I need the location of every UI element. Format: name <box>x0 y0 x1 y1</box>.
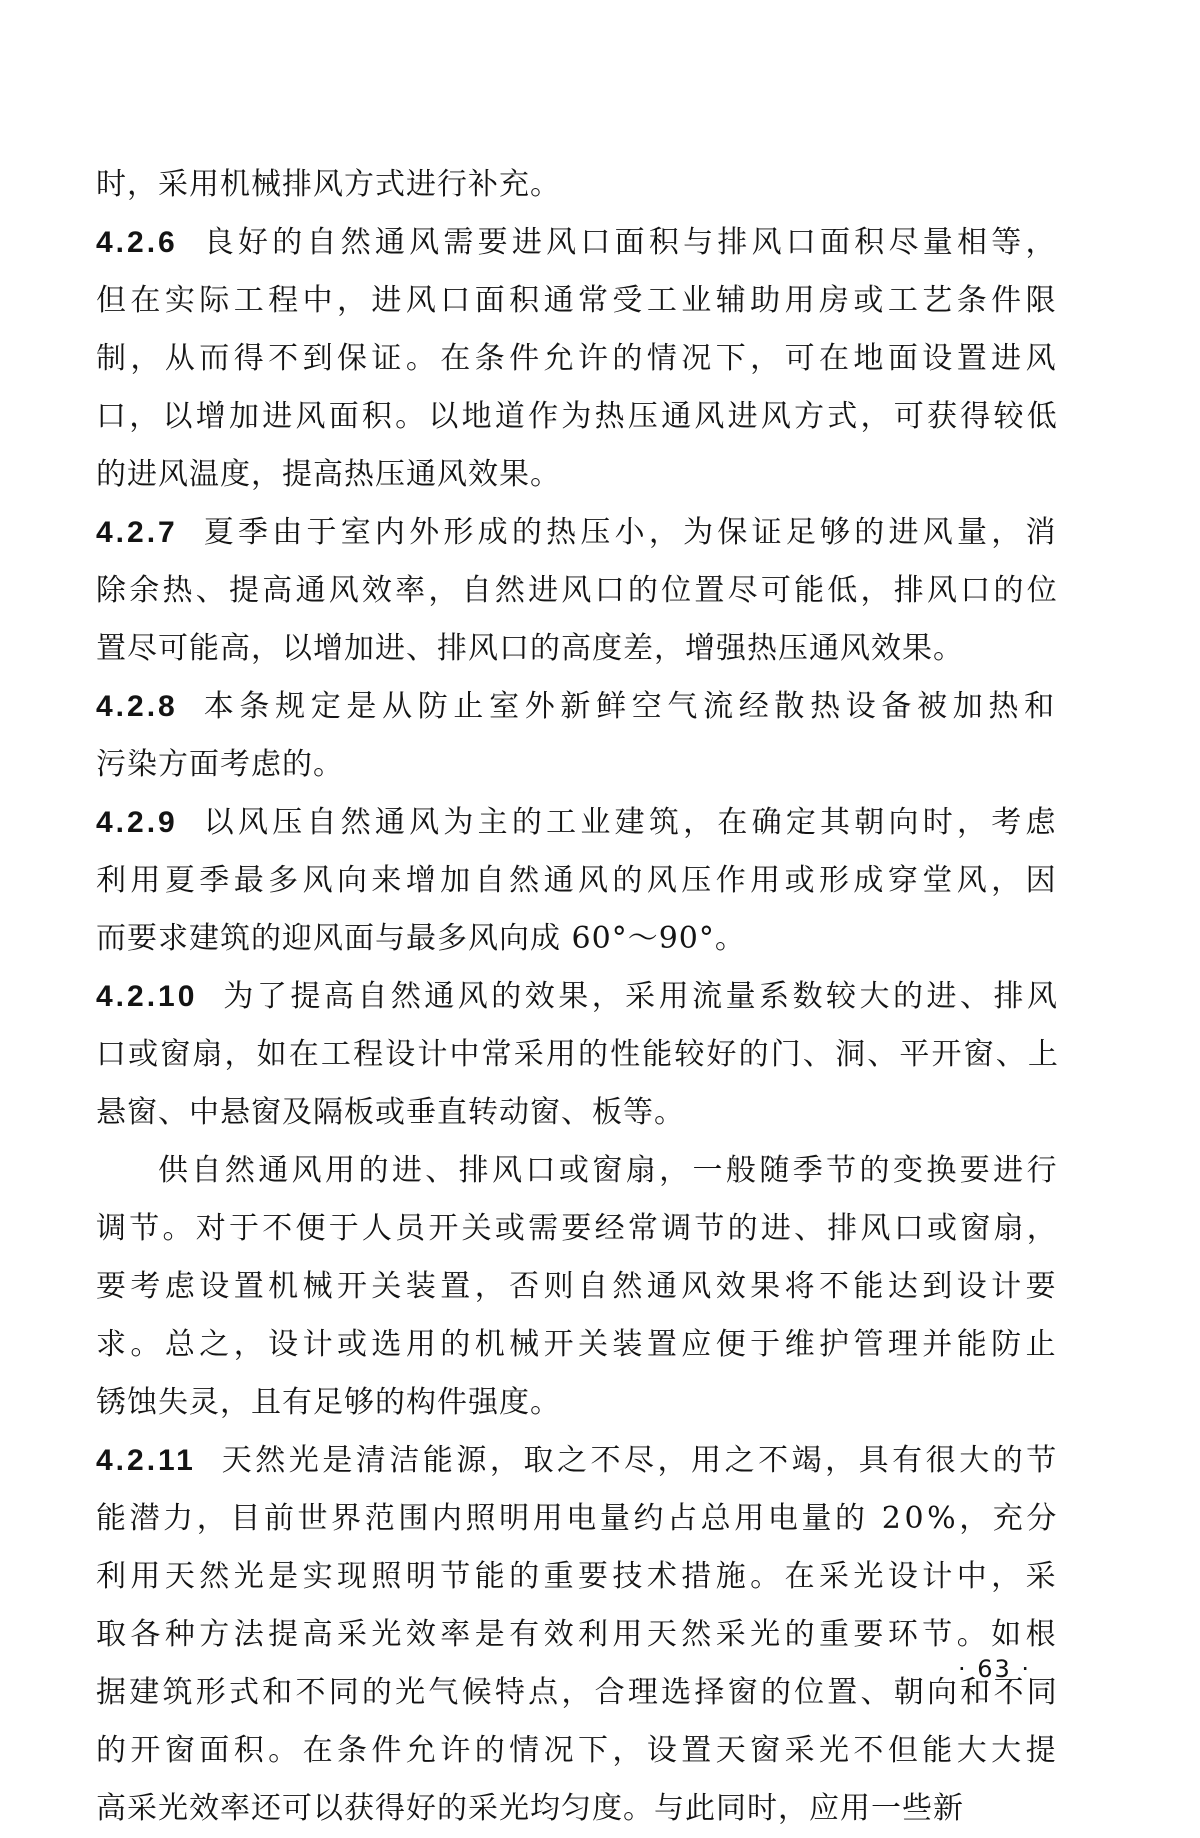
text-line <box>96 794 1060 852</box>
text-line <box>96 736 1060 794</box>
line-text: 本条规定是从防止室外新鲜空气流经散热设备被加热和 <box>203 689 1060 724</box>
line-text: 据建筑形式和不同的光气候特点，合理选择窗的位置、朝向和不同 <box>96 1675 1060 1710</box>
text-line <box>96 1548 1060 1606</box>
line-text: 为了提高自然通风的效果，采用流量系数较大的进、排风 <box>223 979 1061 1014</box>
line-text: 但在实际工程中，进风口面积通常受工业辅助用房或工艺条件限 <box>96 283 1060 318</box>
page-body <box>96 156 1060 1838</box>
text-line <box>96 852 1060 910</box>
line-text: 而要求建筑的迎风面与最多风向成 60°～90°。 <box>96 921 746 956</box>
line-text: 良好的自然通风需要进风口面积与排风口面积尽量相等， <box>203 225 1060 260</box>
line-text: 利用天然光是实现照明节能的重要技术措施。在采光设计中，采 <box>96 1559 1060 1594</box>
text-line <box>96 1780 1060 1838</box>
text-line <box>96 1084 1060 1142</box>
text-line <box>96 272 1060 330</box>
text-line <box>96 968 1060 1026</box>
line-text: 置尽可能高，以增加进、排风口的高度差，增强热压通风效果。 <box>96 631 964 666</box>
text-line <box>96 678 1060 736</box>
line-text: 以风压自然通风为主的工业建筑，在确定其朝向时，考虑 <box>203 805 1060 840</box>
text-line <box>96 1258 1060 1316</box>
section-number: 4.2.6 <box>96 226 178 259</box>
section-number: 4.2.11 <box>96 1444 196 1477</box>
line-text: 的开窗面积。在条件允许的情况下，设置天窗采光不但能大大提 <box>96 1733 1060 1768</box>
line-text: 锈蚀失灵，且有足够的构件强度。 <box>96 1385 561 1420</box>
text-line <box>96 1374 1060 1432</box>
text-line <box>96 1606 1060 1664</box>
text-line <box>96 1432 1060 1490</box>
section-number: 4.2.10 <box>96 980 198 1013</box>
line-text: 取各种方法提高采光效率是有效利用天然采光的重要环节。如根 <box>96 1617 1060 1652</box>
text-line <box>96 1026 1060 1084</box>
text-line <box>96 446 1060 504</box>
text-line <box>96 620 1060 678</box>
line-text: 口，以增加进风面积。以地道作为热压通风进风方式，可获得较低 <box>96 399 1060 434</box>
text-line <box>96 1316 1060 1374</box>
text-line <box>96 562 1060 620</box>
line-text: 时，采用机械排风方式进行补充。 <box>96 167 561 202</box>
text-line <box>96 1722 1060 1780</box>
text-line <box>96 214 1060 272</box>
line-text: 污染方面考虑的。 <box>96 747 344 782</box>
line-text: 悬窗、中悬窗及隔板或垂直转动窗、板等。 <box>96 1095 685 1130</box>
text-line <box>96 1490 1060 1548</box>
section-number: 4.2.9 <box>96 806 178 839</box>
line-text: 夏季由于室内外形成的热压小，为保证足够的进风量，消 <box>203 515 1060 550</box>
text-line <box>96 330 1060 388</box>
text-line <box>96 1200 1060 1258</box>
text-line <box>96 156 1060 214</box>
line-text: 调节。对于不便于人员开关或需要经常调节的进、排风口或窗扇， <box>96 1211 1060 1246</box>
line-text: 高采光效率还可以获得好的采光均匀度。与此同时，应用一些新 <box>96 1791 964 1826</box>
line-text: 能潜力，目前世界范围内照明用电量约占总用电量的 20%，充分 <box>96 1501 1060 1536</box>
line-text: 供自然通风用的进、排风口或窗扇，一般随季节的变换要进行 <box>158 1153 1060 1188</box>
section-number: 4.2.7 <box>96 516 178 549</box>
line-text: 利用夏季最多风向来增加自然通风的风压作用或形成穿堂风，因 <box>96 863 1060 898</box>
section-number: 4.2.8 <box>96 690 178 723</box>
text-line <box>96 388 1060 446</box>
line-text: 要考虑设置机械开关装置，否则自然通风效果将不能达到设计要 <box>96 1269 1060 1304</box>
line-text: 求。总之，设计或选用的机械开关装置应便于维护管理并能防止 <box>96 1327 1060 1362</box>
text-line <box>96 1142 1060 1200</box>
text-line <box>96 910 1060 968</box>
line-text: 口或窗扇，如在工程设计中常采用的性能较好的门、洞、平开窗、上 <box>96 1037 1060 1072</box>
text-line <box>96 1664 1060 1722</box>
line-text: 除余热、提高通风效率，自然进风口的位置尽可能低，排风口的位 <box>96 573 1060 608</box>
text-line <box>96 504 1060 562</box>
line-text: 的进风温度，提高热压通风效果。 <box>96 457 561 492</box>
page-number: · 63 · <box>958 1655 1032 1683</box>
line-text: 天然光是清洁能源，取之不尽，用之不竭，具有很大的节 <box>221 1443 1060 1478</box>
line-text: 制，从而得不到保证。在条件允许的情况下，可在地面设置进风 <box>96 341 1060 376</box>
